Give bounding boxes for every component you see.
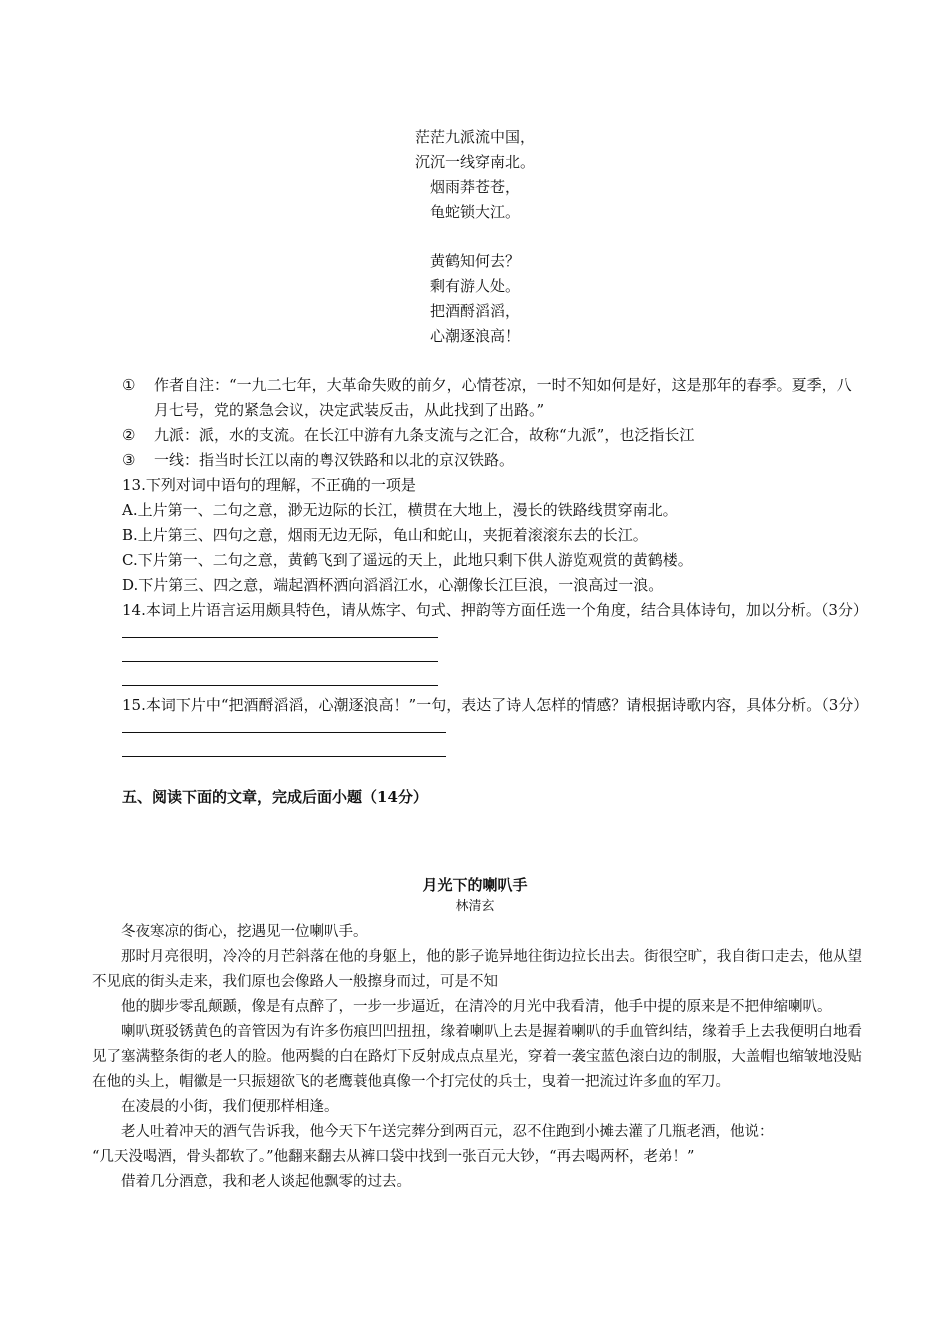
poem-line: 龟蛇锁大江。	[429, 203, 520, 221]
article-paragraph: 他的脚步零乱颠踬，像是有点醉了，一步一步逼近，在清冷的月光中我看清，他手中提的原来是不把伸缩喇叭。	[121, 999, 832, 1015]
question-13-option-a: A.上片第一、二句之意，渺无边际的长江，横贯在大地上，漫长的铁路线贯穿南北。	[122, 501, 678, 519]
footnote-text: 作者自注：“一九二七年，大革命失败的前夕，心情苍凉，一时不知如何是好，这是那年的春季。夏季，八月七号，党的紧急会议，决定武装反击，从此找到了出路。”	[154, 376, 852, 419]
footnote-3	[122, 448, 862, 473]
footnote-mark: ②	[122, 426, 136, 444]
poem-line: 黄鹤知何去？	[429, 252, 520, 270]
section-5-title: 五、阅读下面的文章，完成后面小题（14分）	[122, 788, 428, 806]
footnote-text: 一线：指当时长江以南的粤汉铁路和以北的京汉铁路。	[154, 451, 515, 469]
footnote-1	[122, 373, 862, 423]
footnote-mark: ①	[122, 376, 136, 394]
footnote-2	[122, 423, 862, 448]
article-paragraph: 那时月亮很明，冷冷的月芒斜落在他的身躯上，他的影子诡异地往街边拉长出去。街很空旷，我自街口走去，他从望不见底的街头走来，我们原也会像路人一般擦身而过，可是不知	[92, 949, 862, 990]
poem-stanza-1	[0, 125, 950, 225]
poem-stanza-2	[0, 249, 950, 349]
poem-line: 把酒酹滔滔，	[429, 302, 520, 320]
poem-line: 茫茫九派流中国，	[414, 128, 535, 146]
question-15-stem: 15.本词下片中“把酒酹滔滔，心潮逐浪高！”一句，表达了诗人怎样的情感？请根据诗歌内容，具体分析。（3分）	[122, 696, 869, 714]
poem-line: 沉沉一线穿南北。	[414, 153, 535, 171]
question-13-option-d: D.下片第三、四之意，端起酒杯洒向滔滔江水，心潮像长江巨浪，一浪高过一浪。	[122, 576, 664, 594]
article-header	[0, 873, 950, 917]
article-paragraph: 喇叭斑驳锈黄色的音管因为有许多伤痕凹凹扭扭，缘着喇叭上去是握着喇叭的手血管纠结，缘着手上去我便明白地看见了塞满整条街的老人的脸。他两鬓的白在路灯下反射成点点星光，穿着一袭宝蓝色滚白边的制服，大盖帽也缩皱地没贴在他的头上，帽徽是一只振翅欲飞的老鹰蓑他真像一个打完仗的兵士，曳着一把流过许多血的军刀。	[92, 1024, 862, 1090]
article-title: 月光下的喇叭手	[422, 876, 528, 894]
article-paragraph: 老人吐着冲天的酒气告诉我，他今天下午送完葬分到两百元，忍不住跑到小摊去灌了几瓶老酒，他说：	[121, 1124, 774, 1140]
question-13-option-c: C.下片第一、二句之意，黄鹤飞到了遥远的天上，此地只剩下供人游览观赏的黄鹤楼。	[122, 551, 693, 569]
question-13-option-b: B.上片第三、四句之意，烟雨无边无际，龟山和蛇山，夹扼着滚滚东去的长江。	[122, 526, 648, 544]
footnote-text: 九派：派，水的支流。在长江中游有九条支流与之汇合，故称“九派”，也泛指长江	[154, 426, 695, 444]
article-paragraph: 借着几分酒意，我和老人谈起他飘零的过去。	[121, 1174, 411, 1190]
article-paragraph: “几天没喝酒，骨头都软了。”他翻来翻去从裤口袋中找到一张百元大钞，“再去喝两杯，老弟！”	[92, 1149, 695, 1165]
article-paragraph: 在凌晨的小街，我们便那样相逢。	[121, 1099, 339, 1115]
poem-line: 剩有游人处。	[429, 277, 520, 295]
question-14-stem: 14.本词上片语言运用颇具特色，请从炼字、句式、押韵等方面任选一个角度，结合具体诗句，加以分析。（3分）	[122, 601, 868, 619]
article-paragraph: 冬夜寒凉的街心，挖遇见一位喇叭手。	[121, 924, 368, 940]
poem-line: 心潮逐浪高！	[429, 327, 520, 345]
article-author: 林清玄	[455, 899, 495, 914]
poem-line: 烟雨莽苍苍，	[429, 178, 520, 196]
footnote-mark: ③	[122, 451, 136, 469]
article-body	[92, 920, 862, 1195]
question-13-stem: 13.下列对词中语句的理解，不正确的一项是	[122, 476, 416, 494]
notes-and-questions	[122, 373, 869, 810]
